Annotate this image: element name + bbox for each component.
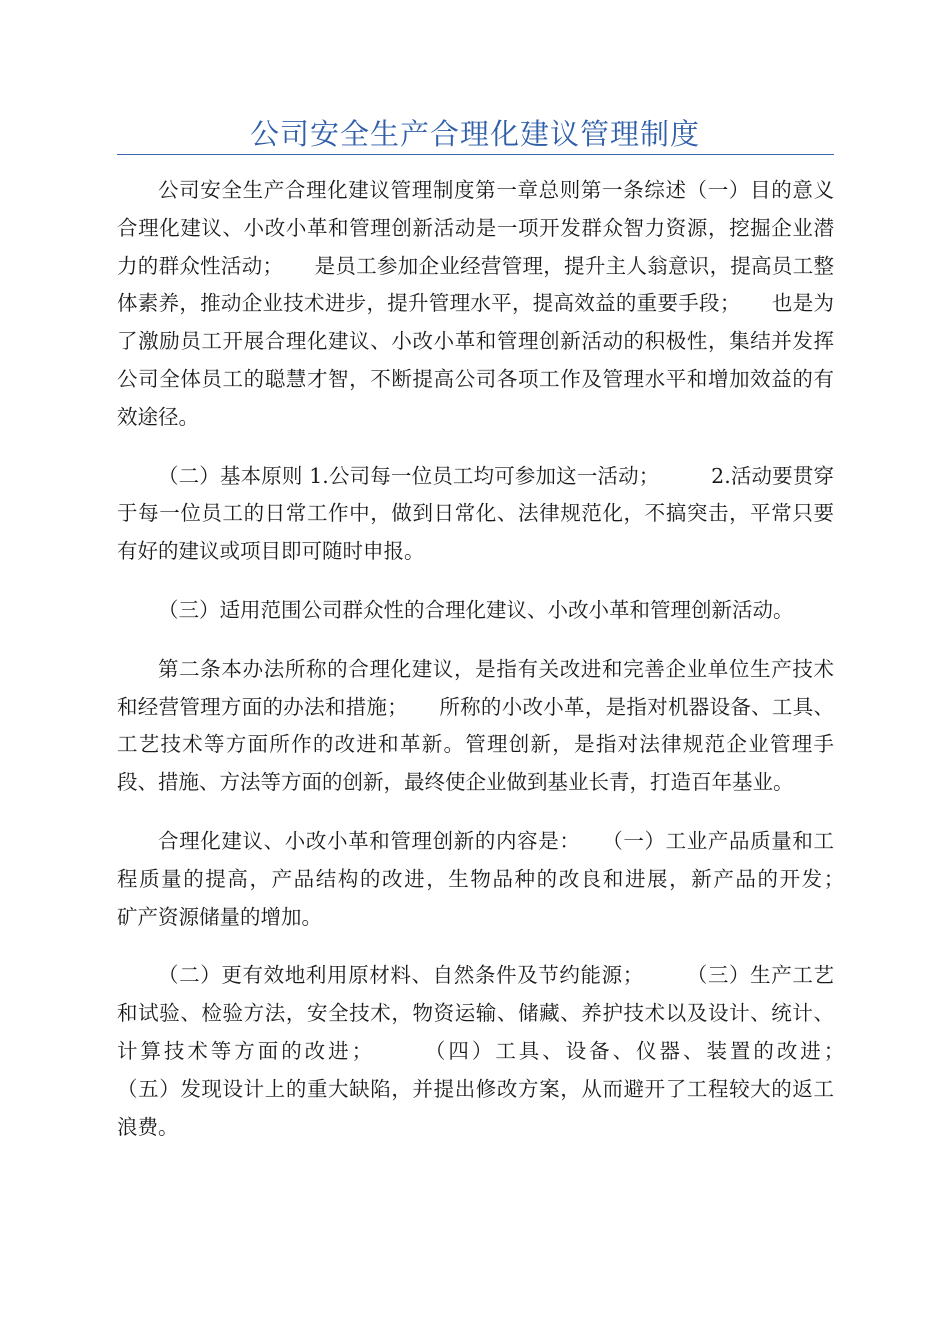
document-title: 公司安全生产合理化建议管理制度 bbox=[249, 117, 700, 151]
paragraph: 第二条本办法所称的合理化建议，是指有关改进和完善企业单位生产技术和经营管理方面的办法和措施； 所称的小改小革，是指对机器设备、工具、工艺技术等方面所作的改进和革新。管理创新，是指对法律规范企业管理手段、措施、方法等方面的创新，最终使企业做到基业长青，打造百年基业。 bbox=[117, 656, 834, 795]
paragraph: 公司安全生产合理化建议管理制度第一章总则第一条综述（一）目的意义合理化建议、小改小革和管理创新活动是一项开发群众智力资源，挖掘企业潜力的群众性活动； 是员工参加企业经营管理，提升主人翁意识，提高员工整体素养，推动企业技术进步，提升管理水平，提高效益的重要手段； 也是为了激励员工开展合理化建议、小改小革和管理创新活动的积极性，集结并发挥公司全体员工的聪慧才智，不断提高公司各项工作及管理水平和增加效益的有效途径。 bbox=[117, 178, 834, 429]
title-underline bbox=[117, 154, 834, 155]
paragraph: （二）基本原则 1.公司每一位员工均可参加这一活动； 2.活动要贯穿于每一位员工的日常工作中，做到日常化、法律规范化，不搞突击，平常只要有好的建议或项目即可随时申报。 bbox=[117, 463, 834, 564]
paragraph: 合理化建议、小改小革和管理创新的内容是： （一）工业产品质量和工程质量的提高，产品结构的改进，生物品种的改良和进展，新产品的开发； 矿产资源储量的增加。 bbox=[117, 828, 875, 929]
paragraph: （二）更有效地利用原材料、自然条件及节约能源； （三）生产工艺和试验、检验方法，安全技术，物资运输、储藏、养护技术以及设计、统计、计算技术等方面的改进； （四）工具、设备、仪器、装置的改进； （五）发现设计上的重大缺陷，并提出修改方案，从而避开了工程较大的返工浪费。 bbox=[117, 963, 896, 1139]
document-body bbox=[117, 172, 896, 1167]
paragraph: （三）适用范围公司群众性的合理化建议、小改小革和管理创新活动。 bbox=[158, 597, 794, 622]
